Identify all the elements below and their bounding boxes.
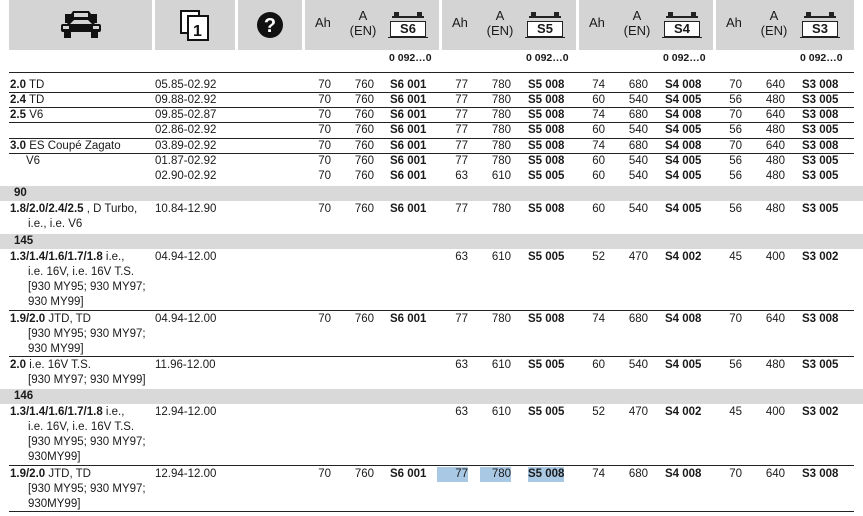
cell-value: 760 xyxy=(354,313,374,325)
en-label: (EN) xyxy=(760,23,788,38)
cell-value: 780 xyxy=(491,313,511,325)
code-prefix-row xyxy=(0,50,863,66)
cell-value: S3 008 xyxy=(802,468,839,480)
date-icon xyxy=(155,0,235,50)
production-date: 12.94-12.00 xyxy=(155,468,217,480)
cell-value: 52 xyxy=(592,406,605,418)
cell-value: S5 005 xyxy=(528,359,565,371)
cell-value: S4 005 xyxy=(665,203,702,215)
cell-value: 640 xyxy=(765,109,785,121)
cell-value: 400 xyxy=(765,406,785,418)
cell-value: 45 xyxy=(729,251,742,263)
cell-value: 400 xyxy=(765,251,785,263)
cell-value: S5 005 xyxy=(528,170,565,182)
cell-value: S6 001 xyxy=(390,109,427,121)
code-prefix: 0 092…0 xyxy=(663,52,706,64)
cell-value: 680 xyxy=(628,109,648,121)
cell-value: 60 xyxy=(592,94,605,106)
cell-value: 760 xyxy=(354,155,374,167)
cell-value: S4 005 xyxy=(665,124,702,136)
cell-value: 540 xyxy=(628,124,648,136)
ah-label: Ah xyxy=(452,15,468,30)
cell-value: 70 xyxy=(729,79,742,91)
production-date: 05.85-02.92 xyxy=(155,79,217,91)
cell-value: 77 xyxy=(455,109,468,121)
group-header-90: 90 xyxy=(0,186,863,201)
cell-value: 780 xyxy=(491,124,511,136)
cell-value: 70 xyxy=(318,203,331,215)
cell-value: 74 xyxy=(592,79,605,91)
divider xyxy=(155,122,854,123)
vehicle-model: 1.8/2.0/2.4/2.5 , D Turbo, xyxy=(10,203,138,215)
cell-value: S4 002 xyxy=(665,251,702,263)
cell-value: S5 008 xyxy=(528,155,565,167)
cell-value: 760 xyxy=(354,109,374,121)
divider xyxy=(9,511,854,512)
cell-value: S6 001 xyxy=(390,140,427,152)
cell-value: 760 xyxy=(354,140,374,152)
cell-value: 74 xyxy=(592,140,605,152)
cell-value: 680 xyxy=(628,313,648,325)
cell-value: S3 005 xyxy=(802,94,839,106)
cell-value: 70 xyxy=(318,468,331,480)
code-prefix: 0 092…0 xyxy=(800,52,843,64)
cell-value: 780 xyxy=(491,155,511,167)
vehicle-model: 2.4 TD xyxy=(10,94,45,106)
vehicle-model-detail: i.e. 16V, i.e. 16V T.S. xyxy=(28,421,135,433)
cell-value: 63 xyxy=(455,406,468,418)
cell-value: 760 xyxy=(354,94,374,106)
cell-value: 63 xyxy=(455,359,468,371)
cell-value: S4 005 xyxy=(665,170,702,182)
cell-value: S5 008 xyxy=(528,79,565,91)
vehicle-model: 1.3/1.4/1.6/1.7/1.8 i.e., xyxy=(10,251,125,263)
vehicle-model-detail: [930 MY97; 930 MY99] xyxy=(28,374,146,386)
cell-value: 480 xyxy=(765,170,785,182)
cell-value: S3 005 xyxy=(802,359,839,371)
cell-value: 480 xyxy=(765,203,785,215)
cell-value: 540 xyxy=(628,359,648,371)
cell-value: 780 xyxy=(491,109,511,121)
cell-value: S3 008 xyxy=(802,140,839,152)
cell-value: S3 005 xyxy=(802,203,839,215)
cell-value: 77 xyxy=(455,155,468,167)
cell-value: S4 008 xyxy=(665,140,702,152)
cell-value: 77 xyxy=(455,94,468,106)
divider xyxy=(9,465,854,466)
cell-value: 56 xyxy=(729,203,742,215)
cell-value: 70 xyxy=(729,468,742,480)
cell-value: 680 xyxy=(628,140,648,152)
cell-value: 70 xyxy=(318,79,331,91)
cell-value: S6 001 xyxy=(390,170,427,182)
cell-value: 77 xyxy=(455,79,468,91)
cell-value: S5 008 xyxy=(528,313,565,325)
cell-value: 480 xyxy=(765,359,785,371)
cell-value: S5 008 xyxy=(528,468,565,480)
cell-value: S5 008 xyxy=(528,203,565,215)
production-date: 02.90-02.92 xyxy=(155,170,217,182)
cell-value: 60 xyxy=(592,359,605,371)
cell-value: 680 xyxy=(628,468,648,480)
cell-value: 680 xyxy=(628,79,648,91)
table-header xyxy=(0,0,863,50)
cell-value: S6 001 xyxy=(390,468,427,480)
cell-value: S3 005 xyxy=(802,155,839,167)
cell-value: S4 008 xyxy=(665,313,702,325)
en-label: (EN) xyxy=(349,23,377,38)
cell-value: S5 008 xyxy=(528,124,565,136)
divider xyxy=(9,310,854,311)
cell-value: 760 xyxy=(354,203,374,215)
cell-value: 480 xyxy=(765,155,785,167)
svg-text:1: 1 xyxy=(193,23,202,40)
cell-value: S6 001 xyxy=(390,155,427,167)
cell-value: 540 xyxy=(628,203,648,215)
help-icon xyxy=(238,0,302,50)
vehicle-model: 2.5 V6 xyxy=(10,109,44,121)
cell-value: 470 xyxy=(628,251,648,263)
cell-value: 780 xyxy=(480,467,511,482)
cell-value: S6 001 xyxy=(390,124,427,136)
cell-value: S3 008 xyxy=(802,109,839,121)
cell-value: 56 xyxy=(729,155,742,167)
cell-value: 56 xyxy=(729,170,742,182)
cell-value: S4 002 xyxy=(665,406,702,418)
cell-value: 610 xyxy=(491,170,511,182)
cell-value: 70 xyxy=(729,109,742,121)
cell-value: 63 xyxy=(455,251,468,263)
cell-value: 56 xyxy=(729,124,742,136)
divider xyxy=(9,92,854,93)
divider xyxy=(9,72,854,73)
cell-value: 760 xyxy=(354,468,374,480)
a-label: A xyxy=(632,8,642,23)
cell-value: 70 xyxy=(318,109,331,121)
cell-value: 77 xyxy=(455,203,468,215)
cell-value: 60 xyxy=(592,124,605,136)
cell-value: 640 xyxy=(765,313,785,325)
production-date: 04.94-12.00 xyxy=(155,251,217,263)
svg-text:?: ? xyxy=(263,15,277,37)
divider xyxy=(9,138,854,139)
cell-value: 56 xyxy=(729,359,742,371)
vehicle-model-detail: 930 MY99] xyxy=(28,343,84,355)
cell-value: 77 xyxy=(455,313,468,325)
cell-value: 70 xyxy=(318,94,331,106)
cell-value: S3 005 xyxy=(802,124,839,136)
cell-value: 70 xyxy=(318,124,331,136)
cell-value: 780 xyxy=(491,140,511,152)
cell-value: 540 xyxy=(628,170,648,182)
vehicle-model: 3.0 ES Coupé Zagato xyxy=(10,140,121,152)
vehicle-model-detail: [930 MY95; 930 MY97; xyxy=(28,436,146,448)
vehicle-model-detail: [930 MY95; 930 MY97; xyxy=(28,328,146,340)
battery-s6-icon: S6 xyxy=(390,16,426,38)
group-header-145: 145 xyxy=(0,234,863,249)
production-date: 10.84-12.90 xyxy=(155,203,217,215)
cell-value: 610 xyxy=(491,251,511,263)
ah-label: Ah xyxy=(589,15,605,30)
vehicle-model: 2.0 i.e. 16V T.S. xyxy=(10,359,91,371)
cell-value: 640 xyxy=(765,468,785,480)
cell-value: S5 008 xyxy=(528,109,565,121)
cell-value: 63 xyxy=(455,170,468,182)
production-date: 01.87-02.92 xyxy=(155,155,217,167)
cell-value: 780 xyxy=(491,203,511,215)
cell-value: 74 xyxy=(592,313,605,325)
cell-value: 610 xyxy=(491,406,511,418)
cell-value: S6 001 xyxy=(390,203,427,215)
vehicle-model: 1.9/2.0 JTD, TD xyxy=(10,313,91,325)
battery-s4-icon: S4 xyxy=(664,16,700,38)
cell-value: S6 001 xyxy=(390,94,427,106)
cell-value: S4 008 xyxy=(665,468,702,480)
cell-value: 70 xyxy=(729,140,742,152)
group-header-146: 146 xyxy=(0,389,863,404)
cell-value: 480 xyxy=(765,124,785,136)
cell-value: S3 002 xyxy=(802,251,839,263)
production-date: 02.86-02.92 xyxy=(155,124,217,136)
cell-value: S4 005 xyxy=(665,359,702,371)
vehicle-model: 2.0 TD xyxy=(10,79,45,91)
cell-value: S6 001 xyxy=(390,313,427,325)
production-date: 09.88-02.92 xyxy=(155,94,217,106)
cell-value: 640 xyxy=(765,140,785,152)
cell-value: 640 xyxy=(765,79,785,91)
a-label: A xyxy=(495,8,505,23)
cell-value: 70 xyxy=(318,155,331,167)
production-date: 11.96-12.00 xyxy=(155,359,216,371)
cell-value: S5 008 xyxy=(528,94,565,106)
en-label: (EN) xyxy=(486,23,514,38)
cell-value: S4 005 xyxy=(665,155,702,167)
cell-value: 60 xyxy=(592,155,605,167)
divider xyxy=(9,153,854,154)
vehicle-model-detail: 930MY99] xyxy=(28,498,81,510)
cell-value: 70 xyxy=(729,313,742,325)
cell-value: 540 xyxy=(628,94,648,106)
cell-value: 760 xyxy=(354,170,374,182)
cell-value: 52 xyxy=(592,251,605,263)
cell-value: 610 xyxy=(491,359,511,371)
vehicle-model-detail: 930MY99] xyxy=(28,451,81,463)
cell-value: 540 xyxy=(628,155,648,167)
cell-value: 56 xyxy=(729,94,742,106)
cell-value: S3 008 xyxy=(802,79,839,91)
cell-value: 760 xyxy=(354,79,374,91)
vehicle-model-detail: 930 MY99] xyxy=(28,296,84,308)
cell-value: 60 xyxy=(592,170,605,182)
cell-value: 480 xyxy=(765,94,785,106)
cell-value: 74 xyxy=(592,109,605,121)
cell-value: S5 008 xyxy=(528,140,565,152)
cell-value: 70 xyxy=(318,140,331,152)
production-date: 09.85-02.87 xyxy=(155,109,217,121)
cell-value: S5 005 xyxy=(528,406,565,418)
code-prefix: 0 092…0 xyxy=(526,52,569,64)
production-date: 03.89-02.92 xyxy=(155,140,217,152)
cell-value: S3 002 xyxy=(802,406,839,418)
vehicle-model: 1.9/2.0 JTD, TD xyxy=(10,468,91,480)
a-label: A xyxy=(769,8,779,23)
vehicle-model-detail: [930 MY95; 930 MY97; xyxy=(28,281,146,293)
cell-value: S3 008 xyxy=(802,313,839,325)
cell-value: 77 xyxy=(455,124,468,136)
ah-label: Ah xyxy=(315,15,331,30)
cell-value: S4 008 xyxy=(665,79,702,91)
cell-value: 760 xyxy=(354,124,374,136)
cell-value: 70 xyxy=(318,313,331,325)
production-date: 12.94-12.00 xyxy=(155,406,217,418)
cell-value: 45 xyxy=(729,406,742,418)
battery-s5-icon: S5 xyxy=(527,16,563,38)
vehicle-model-detail: i.e. 16V, i.e. 16V T.S. xyxy=(28,266,135,278)
divider xyxy=(9,107,854,108)
vehicle-model-detail: i.e., i.e. V6 xyxy=(28,218,83,230)
a-label: A xyxy=(358,8,368,23)
divider xyxy=(9,356,854,357)
ah-label: Ah xyxy=(726,15,742,30)
cell-value: 780 xyxy=(491,79,511,91)
code-prefix: 0 092…0 xyxy=(389,52,432,64)
cell-value: 74 xyxy=(592,468,605,480)
production-date: 04.94-12.00 xyxy=(155,313,217,325)
cell-value: 780 xyxy=(491,94,511,106)
cell-value: 60 xyxy=(592,203,605,215)
cell-value: S4 005 xyxy=(665,94,702,106)
cell-value: S5 005 xyxy=(528,251,565,263)
battery-s3-icon: S3 xyxy=(802,16,838,38)
cell-value: S6 001 xyxy=(390,79,427,91)
cell-value: S4 008 xyxy=(665,109,702,121)
cell-value: 470 xyxy=(628,406,648,418)
vehicle-model: V6 xyxy=(26,155,41,167)
cell-value: 77 xyxy=(437,467,468,482)
cell-value: 70 xyxy=(318,170,331,182)
cell-value: S3 005 xyxy=(802,170,839,182)
vehicle-model: 1.3/1.4/1.6/1.7/1.8 i.e., xyxy=(10,406,125,418)
car-icon xyxy=(9,0,152,50)
vehicle-model-detail: [930 MY95; 930 MY97; xyxy=(28,483,146,495)
cell-value: 77 xyxy=(455,140,468,152)
en-label: (EN) xyxy=(623,23,651,38)
